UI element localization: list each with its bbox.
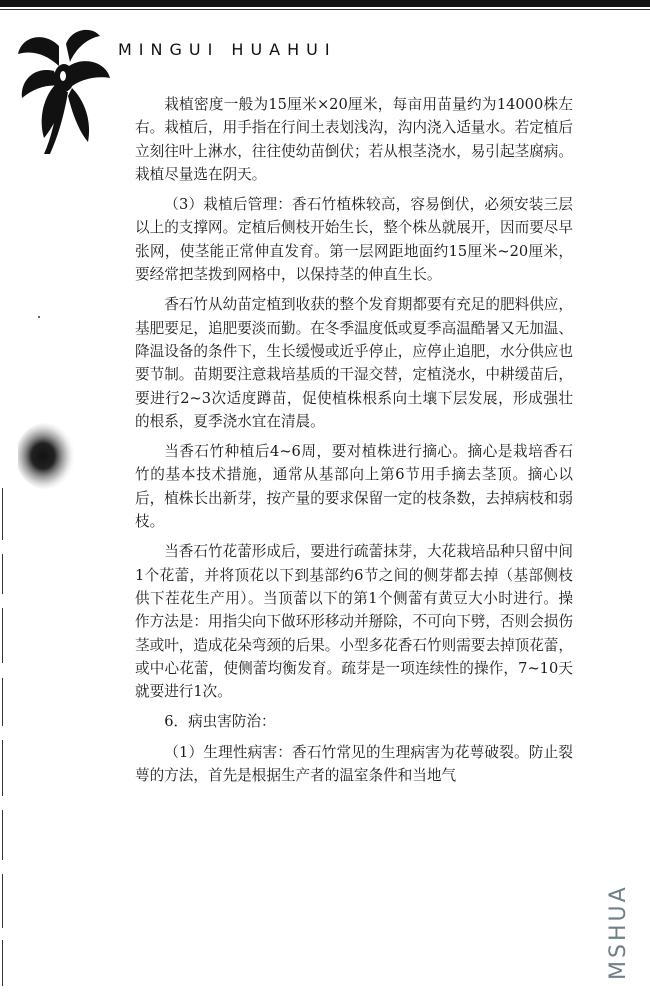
watermark: MSHUA xyxy=(606,884,631,980)
paragraph: 当香石竹种植后4~6周，要对植株进行摘心。摘心是栽培香石竹的基本技术措施，通常从基部向上第6节用手摘去茎顶。摘心以后，植株长出新芽，按产量的要求保留一定的枝条数，去掉病枝和弱枝。 xyxy=(135,443,573,531)
orchid-logo-icon xyxy=(14,26,124,156)
paragraph: （3）栽植后管理：香石竹植株较高，容易倒伏，必须安装三层以上的支撑网。定植后侧枝开始生长，整个株丛就展开，因而要尽早张网，使茎能正常伸直发育。第一层网距地面约15厘米~20厘米，要经常把茎拨到网格中，以保持茎的伸直生长。 xyxy=(135,196,573,284)
top-rule xyxy=(0,0,650,7)
paragraph: 当香石竹花蕾形成后，要进行疏蕾抹芽，大花栽培品种只留中间1个花蕾，并将顶花以下到基部约6节之间的侧芽都去掉（基部侧枝供下茬花生产用）。当顶蕾以下的第1个侧蕾有黄豆大小时进行。操作方法是：用指尖向下做环形移动并掰除，不可向下劈，否则会损伤茎或叶，造成花朵弯颈的后果。小型多花香石竹则需要去掉顶花蕾，或中心花蕾，使侧蕾均衡发育。疏芽是一项连续性的操作，7~10天就要进行1次。 xyxy=(135,543,573,701)
page-body xyxy=(135,93,573,794)
top-rule-thin xyxy=(0,9,650,10)
ink-blot xyxy=(18,420,80,490)
running-header: MINGUI HUAHUI xyxy=(118,40,337,59)
section-heading: 6．病虫害防治： xyxy=(164,713,276,731)
paragraph: 栽植密度一般为15厘米×20厘米，每亩用苗量约为14000株左右。栽植后，用手指在行间土表划浅沟，沟内浇入适量水。若定植后立刻往叶上淋水，往往使幼苗倒伏；若从根茎浇水，易引起茎腐病。栽植尽量选在阴天。 xyxy=(135,96,573,183)
paragraph: 香石竹从幼苗定植到收获的整个发育期都要有充足的肥料供应，基肥要足，追肥要淡而勤。在冬季温度低或夏季高温酷暑又无加温、降温设备的条件下，生长缓慢或近乎停止，应停止追肥，水分供应也要节制。苗期要注意栽培基质的干湿交替，定植浇水，中耕缓苗后，要进行2~3次适度蹲苗，促使植株根系向土壤下层发展，形成强壮的根系，夏季浇水宜在清晨。 xyxy=(135,296,573,430)
paragraph: （1）生理性病害：香石竹常见的生理病害为花萼破裂。防止裂萼的方法，首先是根据生产者的温室条件和当地气 xyxy=(135,743,573,785)
scan-speck xyxy=(38,316,40,318)
scan-edge-marks xyxy=(0,488,6,988)
